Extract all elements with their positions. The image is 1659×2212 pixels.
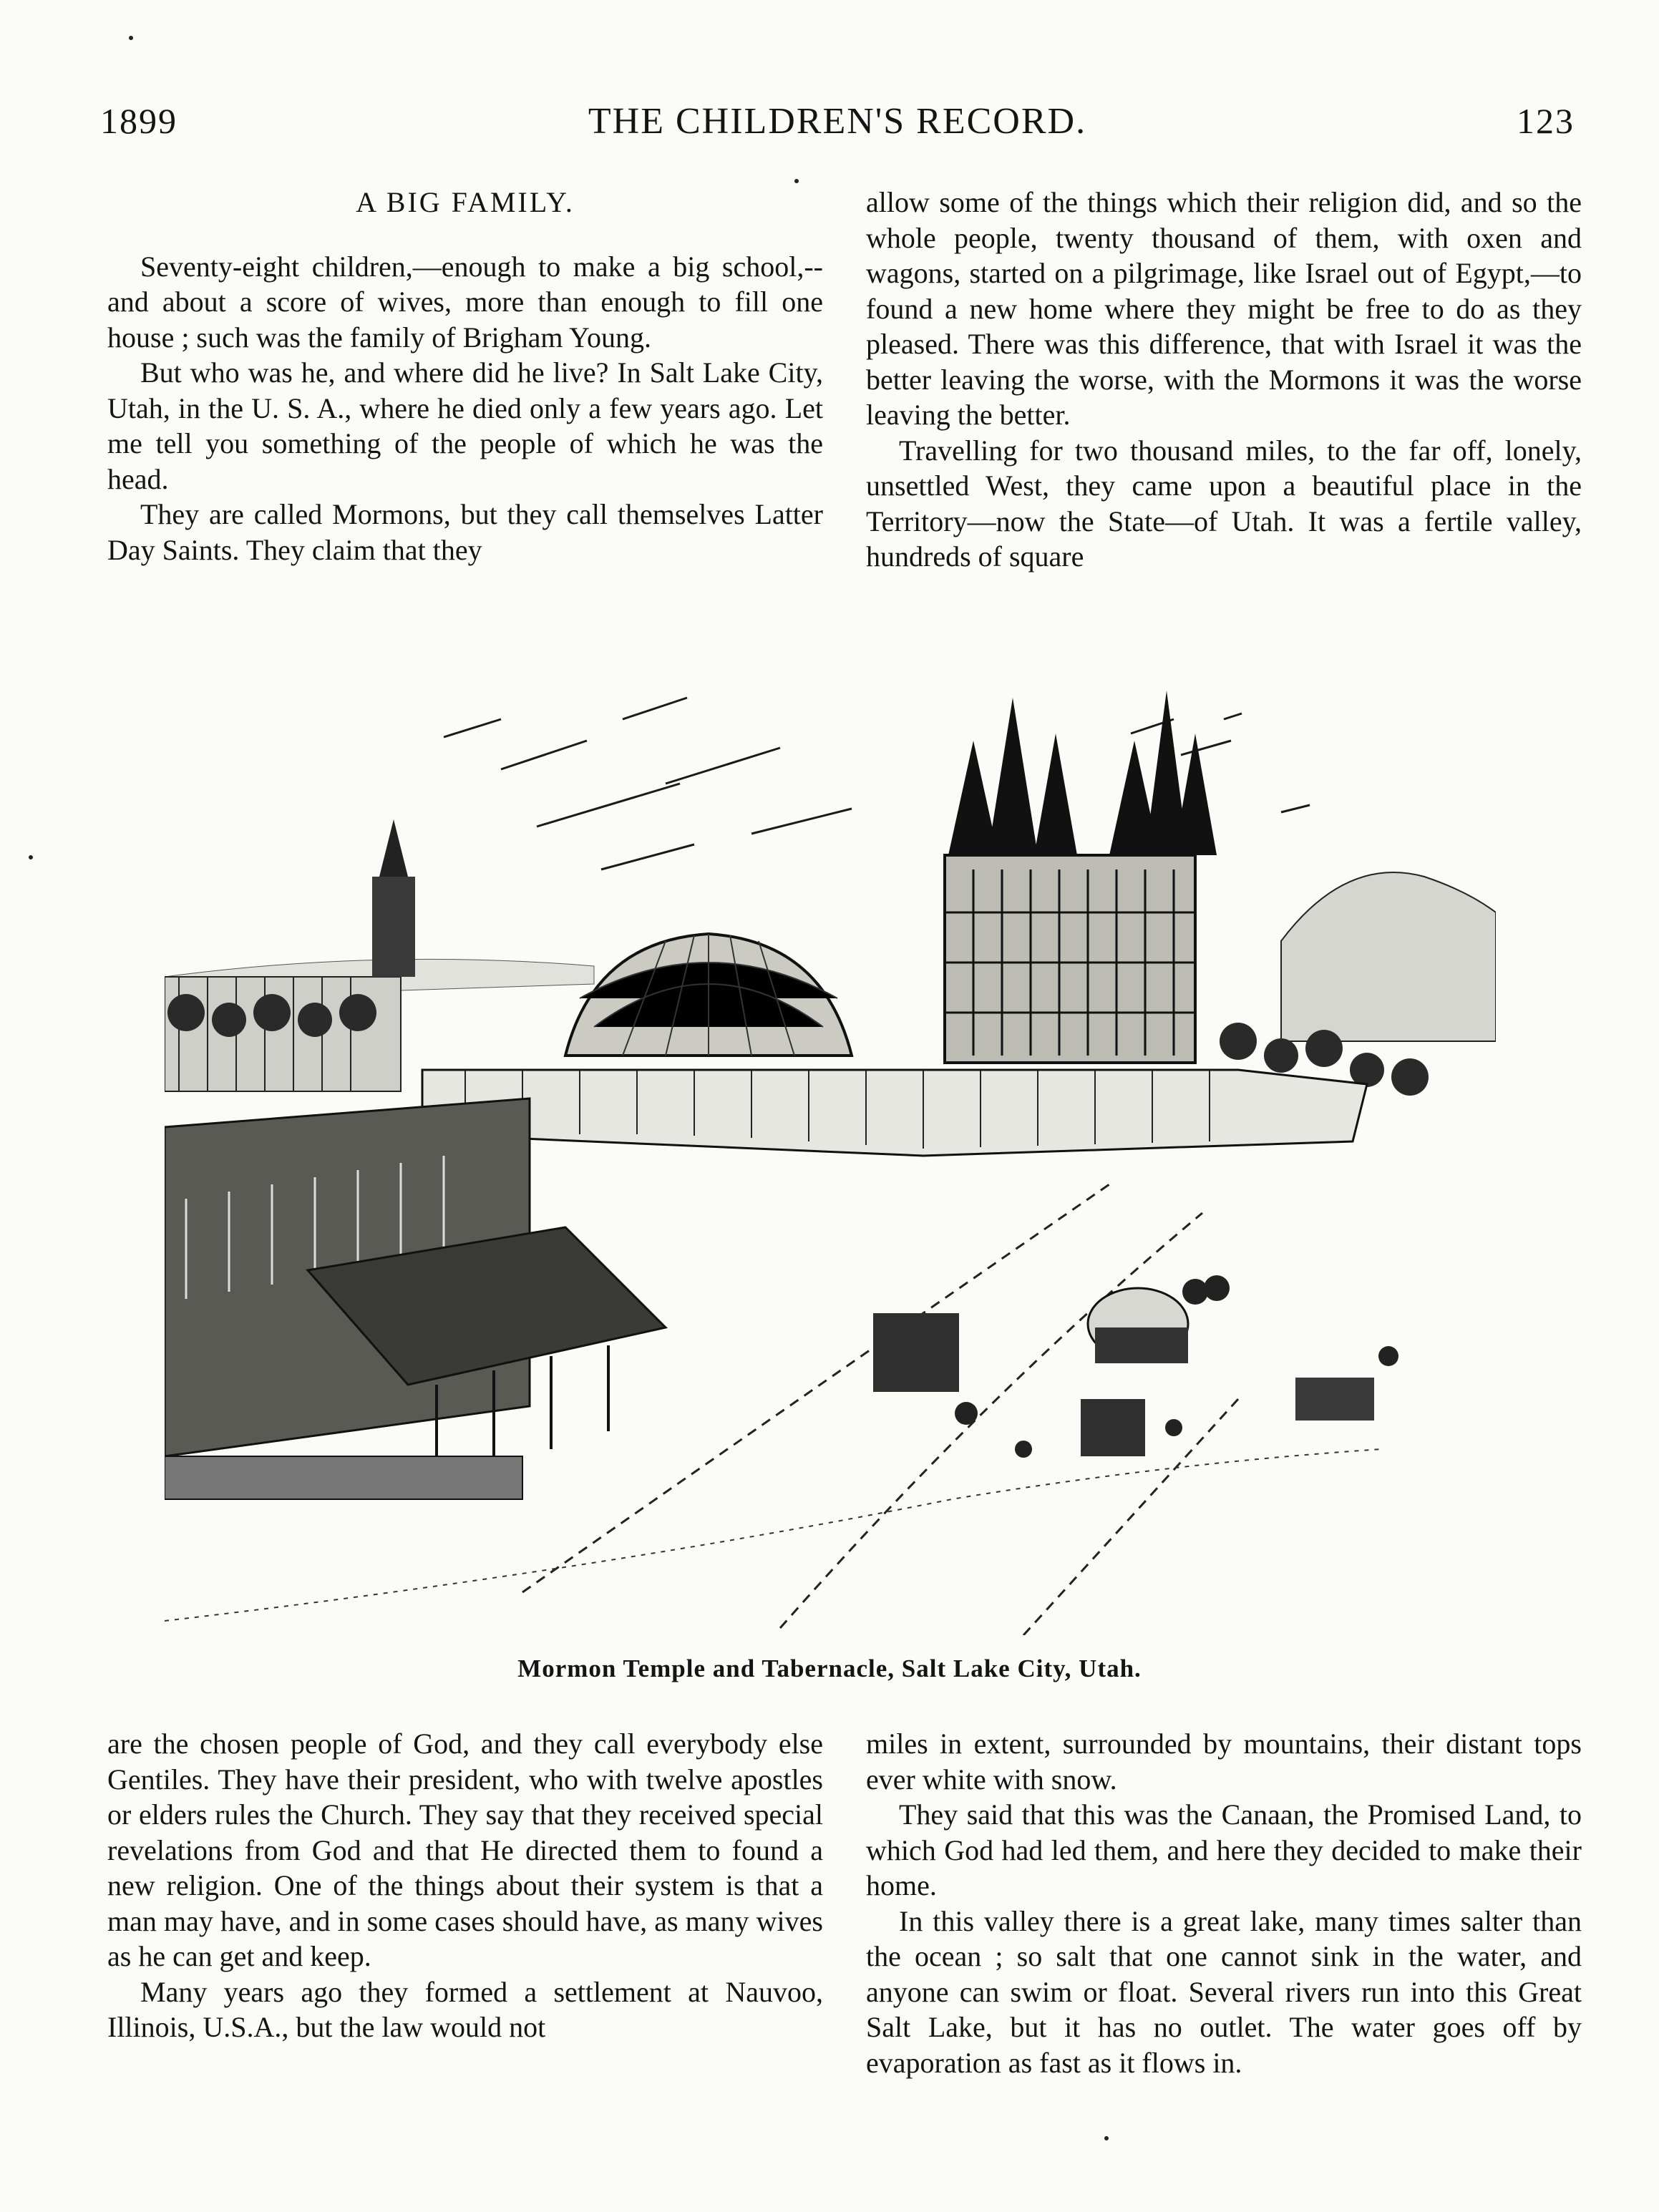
paragraph: They are called Mormons, but they call themselves Latter Day Saints. They claim that they — [107, 498, 823, 566]
paragraph: miles in extent, surrounded by mountains, their distant tops ever white with snow. — [866, 1728, 1582, 1796]
paragraph: allow some of the things which their religion did, and so the whole people, twenty thousand of them, with oxen and wagons, started on a pilgrimage, like Israel out of Egypt,—to found a new home where they might be free to do as they pleased. There was this difference, that with Israel it was the better leaving the worse, with the Mormons it was the worse leaving the better. — [866, 186, 1582, 431]
column-left-bottom — [107, 1726, 823, 2045]
print-speck — [129, 36, 133, 40]
column-right-bottom — [866, 1726, 1582, 2080]
temple-tabernacle-illustration — [165, 640, 1496, 1635]
paragraph: Seventy-eight children,—enough to make a big school,--and about a score of wives, more than enough to fill one house ; such was the family of Brigham Young. — [107, 250, 823, 354]
print-speck — [794, 179, 799, 183]
paragraph: Many years ago they formed a settlement at Nauvoo, Illinois, U.S.A., but the law would not — [107, 1975, 823, 2043]
paragraph: Travelling for two thousand miles, to the far off, lonely, unsettled West, they came upon a beautiful place in the Territory—now the State—of Utah. It was a fertile valley, hundreds of square — [866, 434, 1582, 573]
page-number: 123 — [1517, 101, 1575, 141]
paragraph: In this valley there is a great lake, many times salter than the ocean ; so salt that one cannot sink in the water, and anyone can swim or float. Several rivers run into this Great Salt Lake, but it has no outlet. The water goes off by evaporation as fast as it flows in. — [866, 1904, 1582, 2079]
print-speck — [29, 855, 33, 859]
running-header — [100, 100, 1575, 165]
print-speck — [1104, 2136, 1109, 2140]
illustration-caption: Mormon Temple and Tabernacle, Salt Lake City, Utah. — [517, 1655, 1142, 1682]
article-title: A BIG FAMILY. — [356, 186, 575, 218]
header-title: THE CHILDREN'S RECORD. — [588, 101, 1087, 142]
paragraph: They said that this was the Canaan, the Promised Land, to which God had led them, and here they decided to make their home. — [866, 1798, 1582, 1901]
paragraph: are the chosen people of God, and they call everybody else Gentiles. They have their president, who with twelve apostles or elders rules the Church. They say that they received special revelations from God and that He directed them to found a new religion. One of the things about their system is that a man may have, and in some cases should have, as many wives as he can get and keep. — [107, 1728, 823, 1972]
paragraph: But who was he, and where did he live? In Salt Lake City, Utah, in the U. S. A., where he died only a few years ago. Let me tell you something of the people of which he was the head. — [107, 356, 823, 495]
header-year: 1899 — [100, 101, 177, 141]
column-left-top — [107, 185, 823, 567]
column-right-top — [866, 185, 1582, 575]
